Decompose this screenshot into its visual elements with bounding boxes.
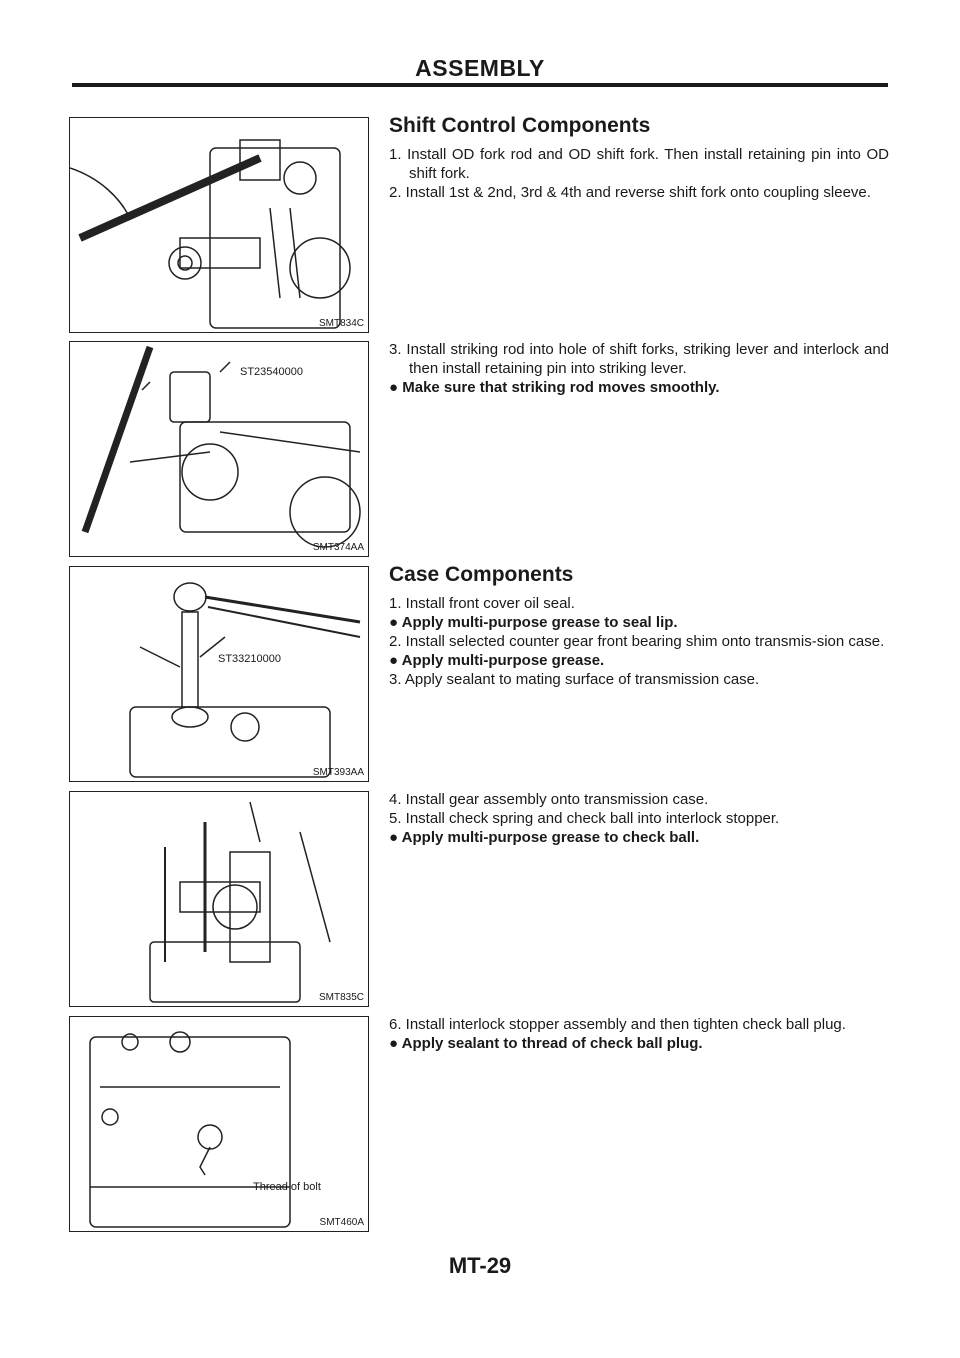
caution-note: ● Apply sealant to thread of check ball plug. <box>389 1035 703 1052</box>
step-1: 1. Install OD fork rod and OD shift fork. Then install retaining pin into OD shift fork. <box>389 146 889 182</box>
caution-note: ● Apply multi-purpose grease to check ball. <box>389 829 700 846</box>
figure-smt460a <box>69 1016 369 1232</box>
illustration-oil-seal-install <box>70 567 368 781</box>
caution-note: ● Apply multi-purpose grease. <box>389 652 605 669</box>
figure-smt393aa <box>69 566 369 782</box>
header-rule <box>72 83 888 87</box>
illustration-gear-assembly <box>70 792 368 1006</box>
section-shift-control-components <box>389 114 889 202</box>
section-heading: Shift Control Components <box>389 114 651 137</box>
step-2: 2. Install selected counter gear front bearing shim onto transmis-sion case. <box>389 633 885 650</box>
tool-number-label: ST23540000 <box>240 366 303 378</box>
section-heading: Case Components <box>389 563 574 586</box>
figure-code: SMT460A <box>319 1217 364 1228</box>
figure-smt834c <box>69 117 369 333</box>
figure-code: SMT835C <box>318 992 364 1003</box>
figure-code: SMT834C <box>318 318 364 329</box>
callout-label: Thread of bolt <box>253 1181 321 1193</box>
section-striking-rod <box>389 340 889 397</box>
figure-code: SMT393AA <box>312 767 364 778</box>
page-header: ASSEMBLY <box>415 55 545 81</box>
step-1: 1. Install front cover oil seal. <box>389 595 575 612</box>
tool-number-label: ST33210000 <box>218 653 281 665</box>
illustration-striking-rod <box>70 342 368 556</box>
section-interlock-stopper <box>389 1015 889 1053</box>
illustration-shift-fork-install <box>70 118 368 332</box>
section-case-components <box>389 563 889 689</box>
step-4: 4. Install gear assembly onto transmission case. <box>389 791 709 808</box>
page-number: MT-29 <box>448 1253 512 1278</box>
figure-smt835c <box>69 791 369 1007</box>
step-2: 2. Install 1st & 2nd, 3rd & 4th and reverse shift fork onto coupling sleeve. <box>389 184 871 201</box>
caution-note: ● Make sure that striking rod moves smoothly. <box>389 379 720 396</box>
caution-note: ● Apply multi-purpose grease to seal lip. <box>389 614 678 631</box>
step-3: 3. Install striking rod into hole of shift forks, striking lever and interlock and then install retaining pin into striking lever. <box>389 341 889 377</box>
step-3: 3. Apply sealant to mating surface of transmission case. <box>389 671 760 688</box>
figure-smt374aa <box>69 341 369 557</box>
step-6: 6. Install interlock stopper assembly and then tighten check ball plug. <box>389 1016 846 1033</box>
illustration-check-ball-plug <box>70 1017 368 1231</box>
step-5: 5. Install check spring and check ball into interlock stopper. <box>389 810 780 827</box>
section-gear-assembly <box>389 790 889 847</box>
figure-code: SMT374AA <box>312 542 364 553</box>
